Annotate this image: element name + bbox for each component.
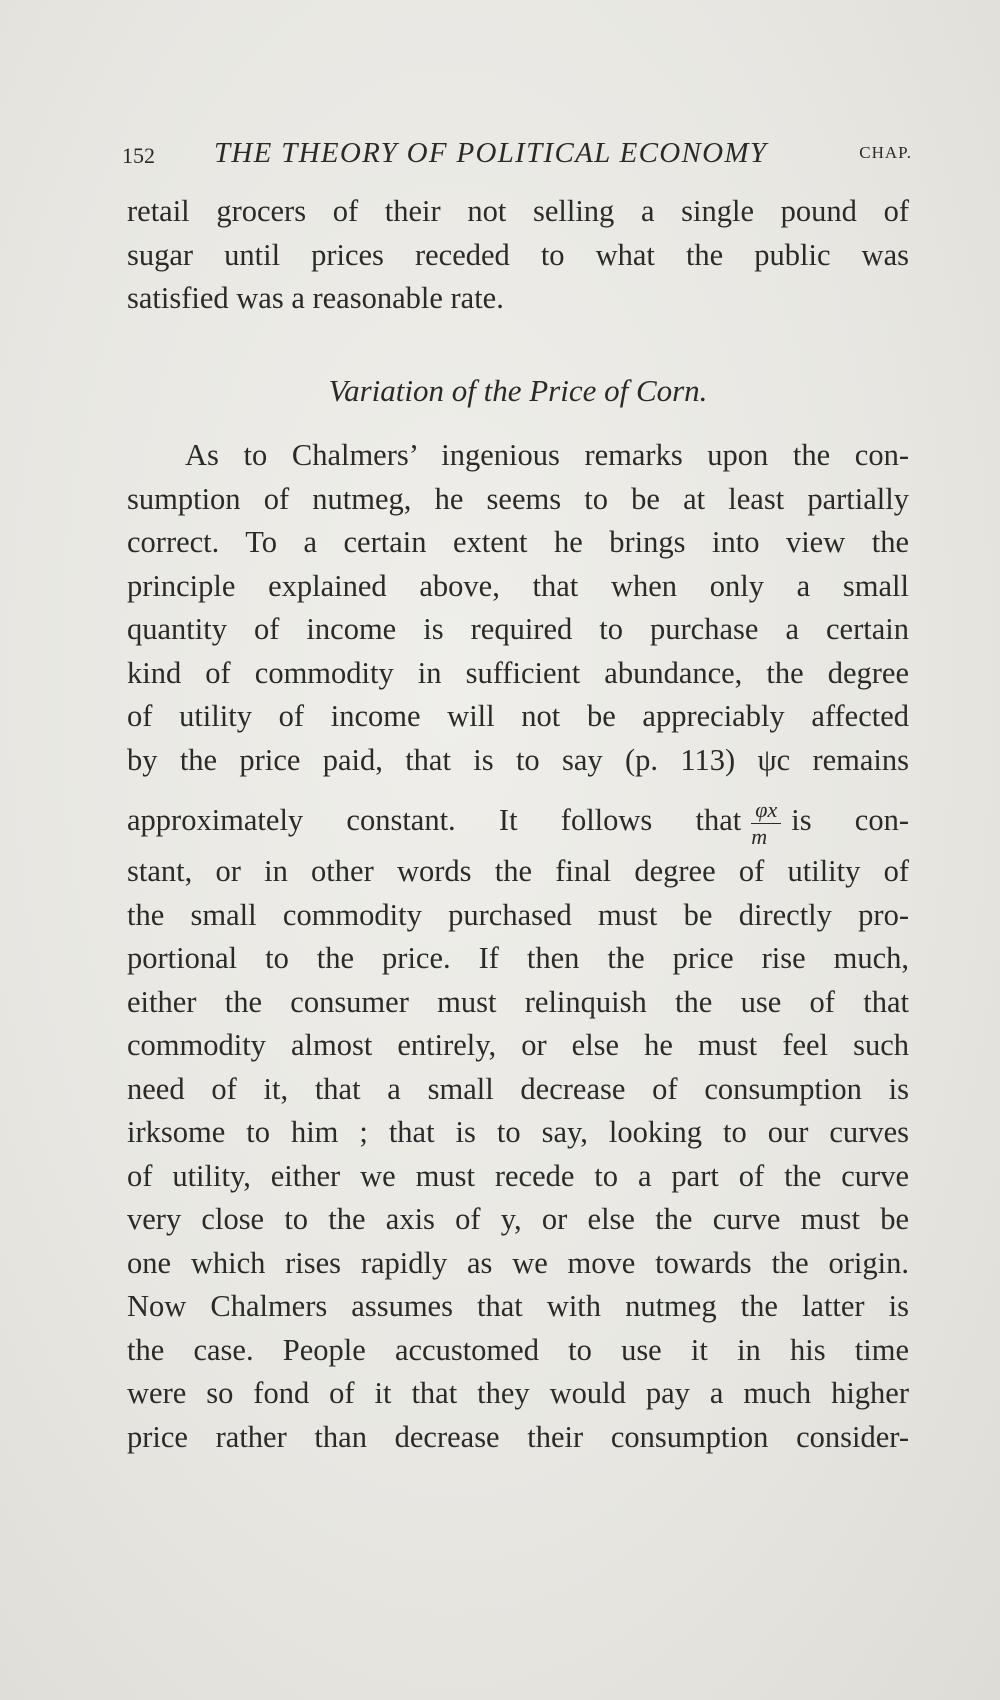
text-line: by the price paid, that is to say (p. 113) ψc remains bbox=[127, 742, 909, 777]
text-line: price rather than decrease their consumption consider- bbox=[127, 1419, 909, 1454]
text-line: stant, or in other words the final degree of utility of bbox=[127, 854, 909, 888]
section-heading: Variation of the Price of Corn. bbox=[328, 372, 708, 408]
text-line: sumption of nutmeg, he seems to be at least partially bbox=[127, 481, 909, 516]
chapter-label: CHAP. bbox=[859, 143, 912, 162]
fraction-line-after: is con- bbox=[791, 803, 909, 837]
text-line: the small commodity purchased must be directly pro- bbox=[127, 897, 909, 932]
text-line: were so fond of it that they would pay a much higher bbox=[127, 1376, 909, 1410]
text-line: of utility of income will not be appreciably affected bbox=[127, 699, 909, 733]
page-number: 152 bbox=[122, 143, 155, 168]
text-line: Now Chalmers assumes that with nutmeg the latter is bbox=[127, 1289, 909, 1323]
text-line: either the consumer must relinquish the use of that bbox=[127, 984, 909, 1019]
fraction-denominator: m bbox=[751, 823, 768, 849]
text-line: kind of commodity in sufficient abundance, the degree bbox=[127, 655, 909, 690]
body-text bbox=[127, 190, 909, 1459]
text-line: portional to the price. If then the price rise much, bbox=[127, 941, 909, 975]
text-line: need of it, that a small decrease of consumption is bbox=[127, 1071, 909, 1106]
text-line: retail grocers of their not selling a single pound of bbox=[127, 194, 909, 228]
text-line: very close to the axis of y, or else the curve must be bbox=[127, 1202, 909, 1236]
text-line: commodity almost entirely, or else he must feel such bbox=[127, 1028, 909, 1062]
text-line: one which rises rapidly as we move towards the origin. bbox=[127, 1245, 909, 1280]
text-line: of utility, either we must recede to a part of the curve bbox=[127, 1158, 909, 1193]
paragraph-2 bbox=[127, 434, 909, 1459]
text-line: sugar until prices receded to what the public was bbox=[127, 237, 909, 272]
text-line: quantity of income is required to purchase a certain bbox=[127, 612, 909, 646]
text-line: As to Chalmers’ ingenious remarks upon the con- bbox=[185, 438, 909, 472]
text-line: principle explained above, that when only a small bbox=[127, 568, 909, 603]
paragraph-1 bbox=[127, 190, 909, 321]
fraction-numerator: φx bbox=[751, 798, 781, 824]
page-header bbox=[122, 137, 912, 177]
fraction bbox=[751, 798, 781, 849]
text-line: satisfied was a reasonable rate. bbox=[127, 281, 504, 315]
text-line: irksome to him ; that is to say, looking to our curves bbox=[127, 1115, 909, 1149]
text-line: the case. People accustomed to use it in his time bbox=[127, 1332, 909, 1367]
running-title: THE THEORY OF POLITICAL ECONOMY bbox=[214, 137, 768, 169]
fraction-line bbox=[127, 782, 909, 850]
fraction-line-before: approximately constant. It follows that bbox=[127, 803, 742, 837]
text-line: correct. To a certain extent he brings into view the bbox=[127, 525, 909, 559]
